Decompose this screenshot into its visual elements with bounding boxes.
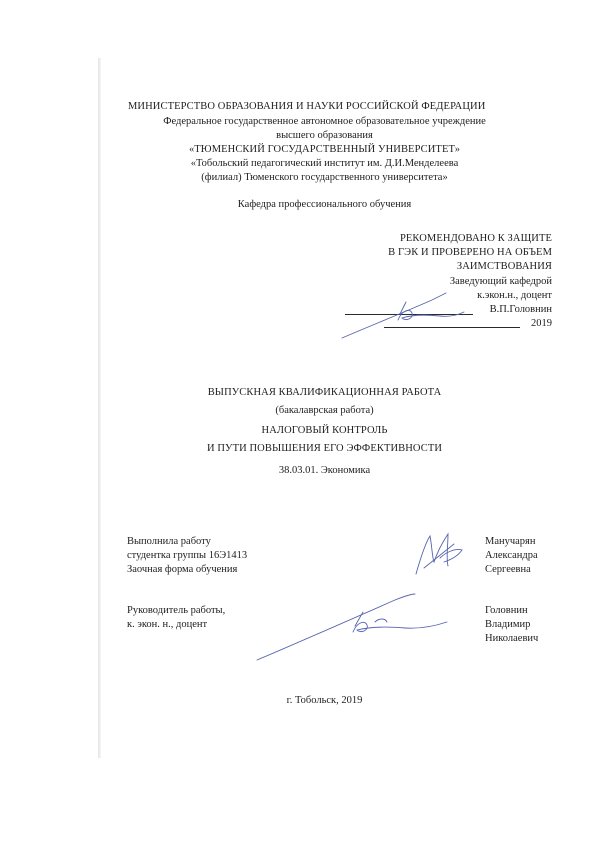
supervisor-signature-icon: [255, 592, 455, 662]
approver-name: В.П.Головнин: [489, 304, 552, 315]
student-surname: Манучарян: [485, 536, 536, 547]
supervisor-label: Руководитель работы,: [127, 605, 226, 616]
organization-type-line: Федеральное государственное автономное образовательное учреждение: [163, 116, 486, 127]
supervisor-surname: Головнин: [485, 605, 528, 616]
student-group: студентка группы 16Э1413: [127, 550, 248, 561]
branch-name: (филиал) Тюменского государственного университета»: [201, 172, 448, 183]
supervisor-first-name: Владимир: [485, 619, 531, 630]
ministry-line: МИНИСТЕРСТВО ОБРАЗОВАНИЯ И НАУКИ РОССИЙСКОЙ ФЕДЕРАЦИИ: [128, 101, 486, 112]
study-form: Заочная форма обучения: [127, 564, 238, 575]
department-name: Кафедра профессионального обучения: [237, 199, 412, 210]
student-first-name: Александра: [485, 550, 538, 561]
topic-line-1: НАЛОГОВЫЙ КОНТРОЛЬ: [261, 425, 388, 436]
work-subtype: (бакалаврская работа): [275, 405, 374, 416]
approval-line-3: ЗАИМСТВОВАНИЯ: [456, 261, 552, 272]
supervisor-patronymic: Николаевич: [485, 633, 539, 644]
student-label-1: Выполнила работу: [127, 536, 211, 547]
approval-line-2: В ГЭК И ПРОВЕРЕНО НА ОБЪЕМ: [388, 247, 552, 258]
place-and-year: г. Тобольск, 2019: [286, 695, 363, 706]
work-type: ВЫПУСКНАЯ КВАЛИФИКАЦИОННАЯ РАБОТА: [207, 387, 442, 398]
student-patronymic: Сергеевна: [485, 564, 531, 575]
education-level-line: высшего образования: [276, 130, 373, 141]
supervisor-degree: к. экон. н., доцент: [127, 619, 208, 630]
student-signature-icon: [410, 528, 470, 580]
specialty: 38.03.01. Экономика: [278, 465, 371, 476]
university-name: «ТЮМЕНСКИЙ ГОСУДАРСТВЕННЫЙ УНИВЕРСИТЕТ»: [188, 144, 461, 155]
approval-line-1: РЕКОМЕНДОВАНО К ЗАЩИТЕ: [399, 233, 552, 244]
approver-degree: к.экон.н., доцент: [477, 290, 552, 301]
approver-position: Заведующий кафедрой: [449, 276, 552, 287]
approval-year: 2019: [531, 318, 552, 329]
topic-line-2: И ПУТИ ПОВЫШЕНИЯ ЕГО ЭФФЕКТИВНОСТИ: [206, 443, 443, 454]
institute-name: «Тобольский педагогический институт им. Д.И.Менделеева: [190, 158, 459, 169]
approver-signature-icon: [340, 280, 490, 340]
